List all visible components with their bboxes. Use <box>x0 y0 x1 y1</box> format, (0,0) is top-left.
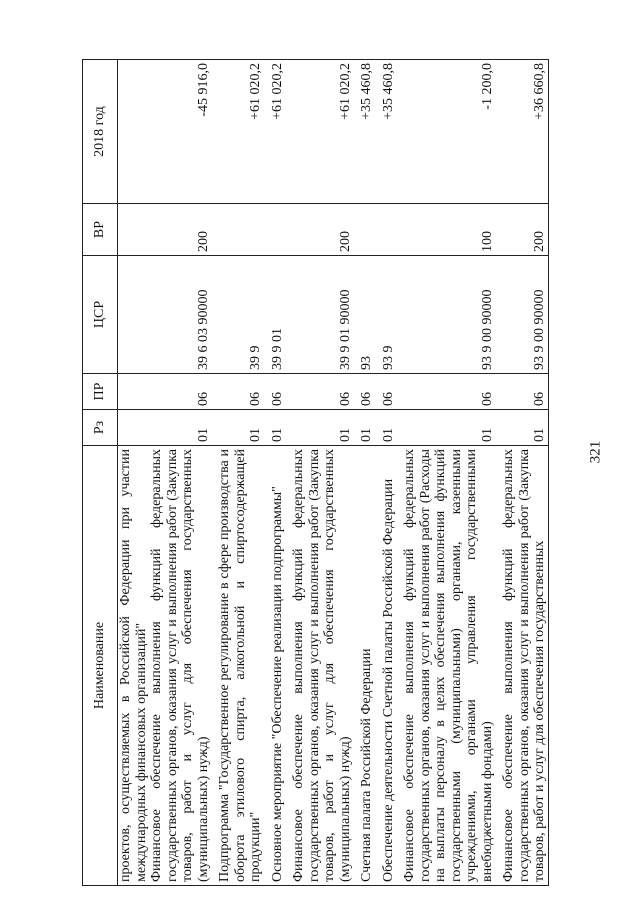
row-name: Финансовое обеспечение выполнения функций федеральных государственных органов, оказания услуг и выполнения работ (Закупка товаров, работ и услуг для обеспечения государственных (муниципальных) нужд) <box>291 446 353 886</box>
table-row <box>217 60 264 886</box>
row-pr: 06 <box>270 374 286 410</box>
table-header-row <box>83 60 118 886</box>
table-row <box>402 60 495 886</box>
table-row <box>291 60 353 886</box>
header-pr: ПР <box>83 374 118 410</box>
row-name: Подпрограмма "Государственное регулирование в сфере производства и оборота этилового спирта, алкогольной и спиртосодержащей продукции" <box>217 446 264 886</box>
row-pr: 06 <box>501 374 548 410</box>
table-row <box>149 60 211 886</box>
row-rz: 01 <box>291 410 353 446</box>
row-amount: +61 020,2 <box>217 60 264 204</box>
row-name: проектов, осуществляемых в Российской Федерации при участии международных финансовых организаций" <box>118 446 150 886</box>
header-vr: ВР <box>83 204 118 256</box>
row-rz: 01 <box>270 410 286 446</box>
row-amount: -45 916,0 <box>149 60 211 204</box>
rotated-page <box>82 60 600 886</box>
row-pr: 06 <box>381 374 397 410</box>
row-csr: 93 <box>359 256 375 374</box>
row-amount: +61 020,2 <box>291 60 353 204</box>
row-rz: 01 <box>501 410 548 446</box>
row-pr: 06 <box>291 374 353 410</box>
table-row <box>118 60 150 886</box>
row-vr <box>118 204 150 256</box>
row-csr: 39 9 <box>217 256 264 374</box>
row-pr: 06 <box>217 374 264 410</box>
row-rz: 01 <box>381 410 397 446</box>
row-vr <box>381 204 397 256</box>
row-name: Обеспечение деятельности Счетной палаты Российской Федерации <box>381 446 397 886</box>
row-csr: 93 9 <box>381 256 397 374</box>
row-amount <box>118 60 150 204</box>
row-name: Основное мероприятие "Обеспечение реализации подпрограммы" <box>270 446 286 886</box>
row-pr: 06 <box>402 374 495 410</box>
row-vr: 100 <box>402 204 495 256</box>
row-vr <box>270 204 286 256</box>
row-name: Финансовое обеспечение выполнения функций федеральных государственных органов, оказания услуг и выполнения работ (Закупка товаров, работ и услуг для обеспечения государственных <box>501 446 548 886</box>
row-rz: 01 <box>149 410 211 446</box>
row-pr: 06 <box>149 374 211 410</box>
row-csr: 93 9 00 90000 <box>501 256 548 374</box>
row-csr: 39 9 01 90000 <box>291 256 353 374</box>
row-rz: 01 <box>217 410 264 446</box>
budget-table <box>82 59 549 886</box>
row-amount: +35 460,8 <box>359 60 375 204</box>
row-amount: -1 200,0 <box>402 60 495 204</box>
header-name: Наименование <box>83 446 118 886</box>
header-year: 2018 год <box>83 60 118 204</box>
rotated-content <box>82 60 600 886</box>
header-rz: Рз <box>83 410 118 446</box>
row-csr: 93 9 00 90000 <box>402 256 495 374</box>
row-csr: 39 6 03 90000 <box>149 256 211 374</box>
row-amount: +35 460,8 <box>381 60 397 204</box>
row-pr: 06 <box>359 374 375 410</box>
row-csr: 39 9 01 <box>270 256 286 374</box>
table-row <box>270 60 286 886</box>
row-vr: 200 <box>501 204 548 256</box>
row-name: Счетная палата Российской Федерации <box>359 446 375 886</box>
table-row <box>501 60 548 886</box>
row-csr <box>118 256 150 374</box>
row-vr: 200 <box>149 204 211 256</box>
table-row <box>359 60 375 886</box>
header-csr: ЦСР <box>83 256 118 374</box>
row-amount: +61 020,2 <box>270 60 286 204</box>
row-name: Финансовое обеспечение выполнения функций федеральных государственных органов, оказания услуг и выполнения работ (Расходы на выплаты персоналу в целях обеспечения выполнения функций государственными (муниципальными) органами, казенными учреждениями, органами управления государственными внебюджетными фондами) <box>402 446 495 886</box>
table-row <box>381 60 397 886</box>
row-rz: 01 <box>402 410 495 446</box>
row-vr: 200 <box>291 204 353 256</box>
row-pr <box>118 374 150 410</box>
row-rz <box>118 410 150 446</box>
row-amount: +36 660,8 <box>501 60 548 204</box>
page-number: 321 <box>587 440 604 464</box>
row-vr <box>217 204 264 256</box>
row-vr <box>359 204 375 256</box>
row-name: Финансовое обеспечение выполнения функций федеральных государственных органов, оказания услуг и выполнения работ (Закупка товаров, работ и услуг для обеспечения государственных (муниципальных) нужд) <box>149 446 211 886</box>
row-rz: 01 <box>359 410 375 446</box>
